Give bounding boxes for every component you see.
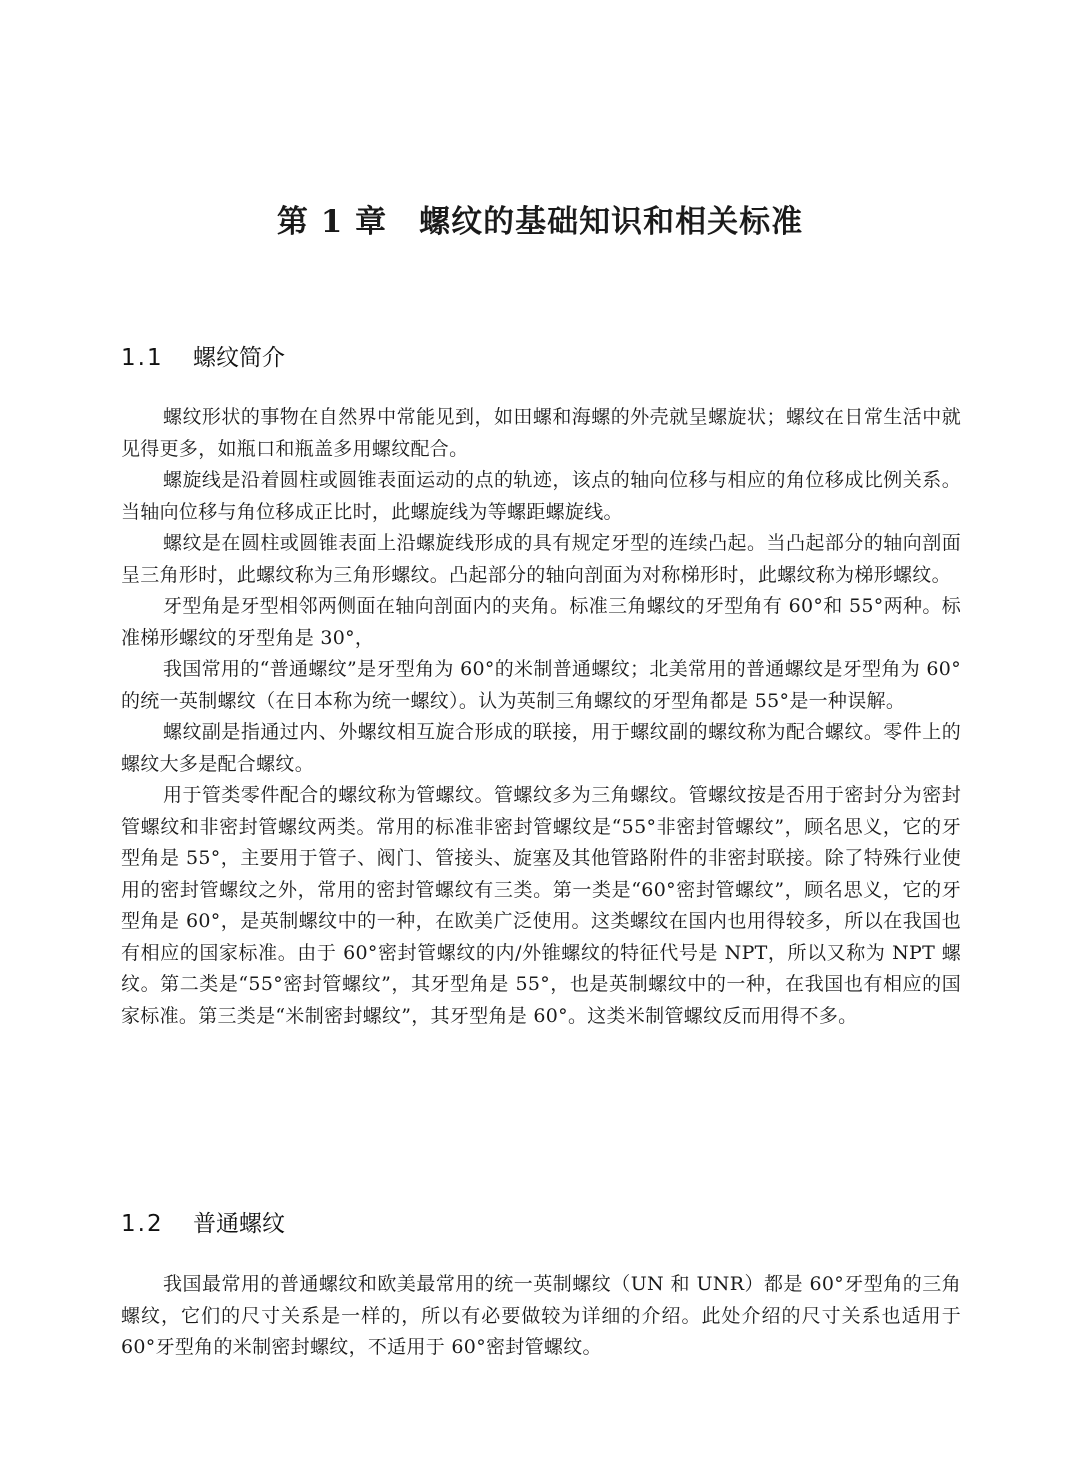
paragraph: 牙型角是牙型相邻两侧面在轴向剖面内的夹角。标准三角螺纹的牙型角有 60°和 55°两种。标准梯形螺纹的牙型角是 30°， xyxy=(121,595,961,649)
paragraph: 螺纹是在圆柱或圆锥表面上沿螺旋线形成的具有规定牙型的连续凸起。当凸起部分的轴向剖面呈三角形时，此螺纹称为三角形螺纹。凸起部分的轴向剖面为对称梯形时，此螺纹称为梯形螺纹。 xyxy=(121,532,961,586)
paragraph: 用于管类零件配合的螺纹称为管螺纹。管螺纹多为三角螺纹。管螺纹按是否用于密封分为密封管螺纹和非密封管螺纹两类。常用的标准非密封管螺纹是“55°非密封管螺纹”，顾名思义，它的牙型角是 55°，主要用于管子、阀门、管接头、旋塞及其他管路附件的非密封联接。除了特殊行业使用的密封管螺纹之外，常用的密封管螺纹有三类。第一类是“60°密封管螺纹”，顾名思义，它的牙型角是 60°，是英制螺纹中的一种，在欧美广泛使用。这类螺纹在国内也用得较多，所以在我国也有相应的国家标准。由于 60°密封管螺纹的内/外锥螺纹的特征代号是 NPT，所以又称为 NPT 螺纹。第二类是“55°密封管螺纹”，其牙型角是 55°，也是英制螺纹中的一种，在我国也有相应的国家标准。第三类是“米制密封螺纹”，其牙型角是 60°。这类米制管螺纹反而用得不多。 xyxy=(121,784,961,1027)
section-body-1-2 xyxy=(121,1269,961,1364)
paragraph: 螺纹副是指通过内、外螺纹相互旋合形成的联接，用于螺纹副的螺纹称为配合螺纹。零件上的螺纹大多是配合螺纹。 xyxy=(121,721,961,775)
chapter-title-text: 螺纹的基础知识和相关标准 xyxy=(419,204,804,240)
section-title-text: 普通螺纹 xyxy=(193,1211,285,1237)
paragraph: 螺纹形状的事物在自然界中常能见到，如田螺和海螺的外壳就呈螺旋状；螺纹在日常生活中就见得更多，如瓶口和瓶盖多用螺纹配合。 xyxy=(121,406,961,460)
section-number: 1.2 xyxy=(121,1211,164,1237)
paragraph: 我国常用的“普通螺纹”是牙型角为 60°的米制普通螺纹；北美常用的普通螺纹是牙型角为 60°的统一英制螺纹（在日本称为统一螺纹）。认为英制三角螺纹的牙型角都是 55°是一种误解。 xyxy=(121,658,961,712)
section-title-text: 螺纹简介 xyxy=(193,345,285,371)
paragraph: 螺旋线是沿着圆柱或圆锥表面运动的点的轨迹，该点的轴向位移与相应的角位移成比例关系。当轴向位移与角位移成正比时，此螺旋线为等螺距螺旋线。 xyxy=(121,469,961,523)
section-body-1-1 xyxy=(121,402,961,1032)
section-heading-1-1 xyxy=(121,340,285,376)
section-number: 1.1 xyxy=(121,345,164,371)
chapter-title xyxy=(0,196,1080,248)
chapter-number: 第 1 章 xyxy=(276,204,388,240)
paragraph: 我国最常用的普通螺纹和欧美最常用的统一英制螺纹（UN 和 UNR）都是 60°牙型角的三角螺纹，它们的尺寸关系是一样的，所以有必要做较为详细的介绍。此处介绍的尺寸关系也适用于 60°牙型角的米制密封螺纹，不适用于 60°密封管螺纹。 xyxy=(121,1273,961,1358)
section-heading-1-2 xyxy=(121,1206,285,1242)
